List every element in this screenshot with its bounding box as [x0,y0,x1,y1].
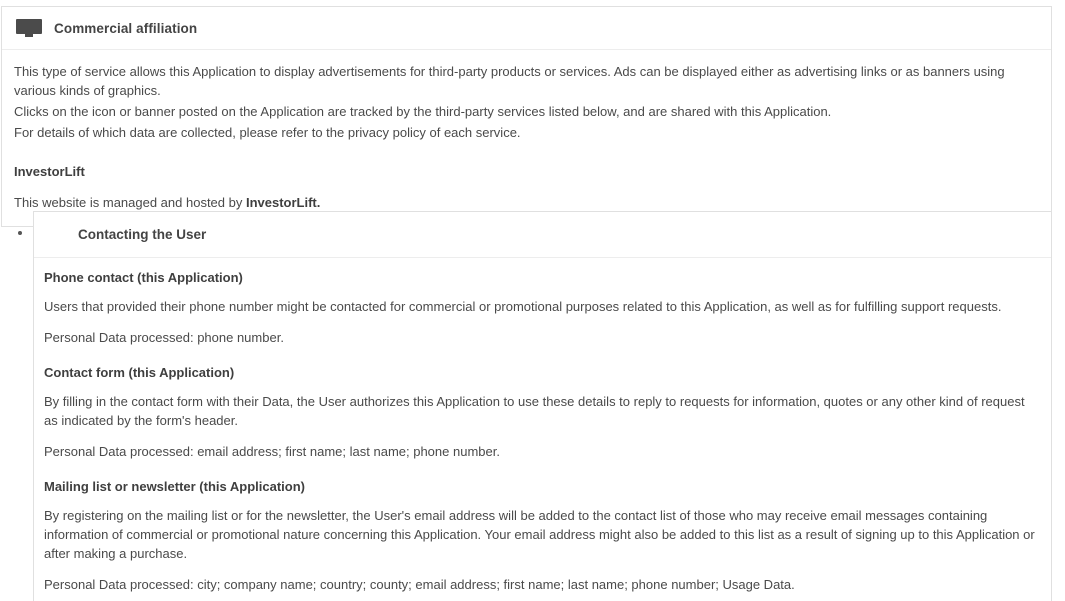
monitor-icon [16,19,42,37]
commercial-affiliation-title: Commercial affiliation [54,20,198,36]
subsection-title: Contact form (this Application) [44,365,235,380]
subsection-title: Mailing list or newsletter (this Application) [44,479,305,494]
commercial-affiliation-body [2,50,1051,226]
commercial-affiliation-header [2,7,1051,50]
subsection-personal-data: Personal Data processed: email address; first name; last name; phone number. [44,444,500,459]
subsection-personal-data: Personal Data processed: city; company name; country; county; email address; first name; last name; phone number; Usage Data. [44,577,795,592]
contacting-the-user-card [33,211,1052,601]
contacting-the-user-body [34,258,1051,601]
list-item [44,365,1039,461]
list-item [44,479,1039,594]
service-description-bold: InvestorLift. [245,195,321,210]
list-item [44,270,1039,347]
commercial-paragraph-3: For details of which data are collected, please refer to the privacy policy of each service. [14,125,521,140]
subsection-title: Phone contact (this Application) [44,270,243,285]
service-description-prefix: This website is managed and hosted by [14,195,246,210]
subsection-text: By registering on the mailing list or for the newsletter, the User's email address will be added to the contact list of those who may receive email messages containing information of commercial or promotional nature concerning this Application. Your email address might also be added to this list as a result of signing up to this Application or after making a purchase. [44,508,1035,561]
commercial-paragraph-2: Clicks on the icon or banner posted on the Application are tracked by the third-party services listed below, and are shared with this Application. [14,104,832,119]
list-bullet-icon [18,231,22,235]
commercial-paragraph-1: This type of service allows this Application to display advertisements for third-party products or services. Ads can be displayed either as advertising links or as banners using various kinds of graphics. [14,64,1005,98]
service-description [14,193,1039,212]
commercial-affiliation-card [1,6,1052,227]
subsection-personal-data: Personal Data processed: phone number. [44,330,284,345]
subsection-text: By filling in the contact form with their Data, the User authorizes this Application to use these details to reply to requests for information, quotes or any other kind of request as indicated by the form's header. [44,394,1025,428]
service-name: InvestorLift [14,164,85,179]
subsection-text: Users that provided their phone number might be contacted for commercial or promotional purposes related to this Application, as well as for fulfilling support requests. [44,299,1002,314]
contacting-the-user-title: Contacting the User [34,212,1051,258]
